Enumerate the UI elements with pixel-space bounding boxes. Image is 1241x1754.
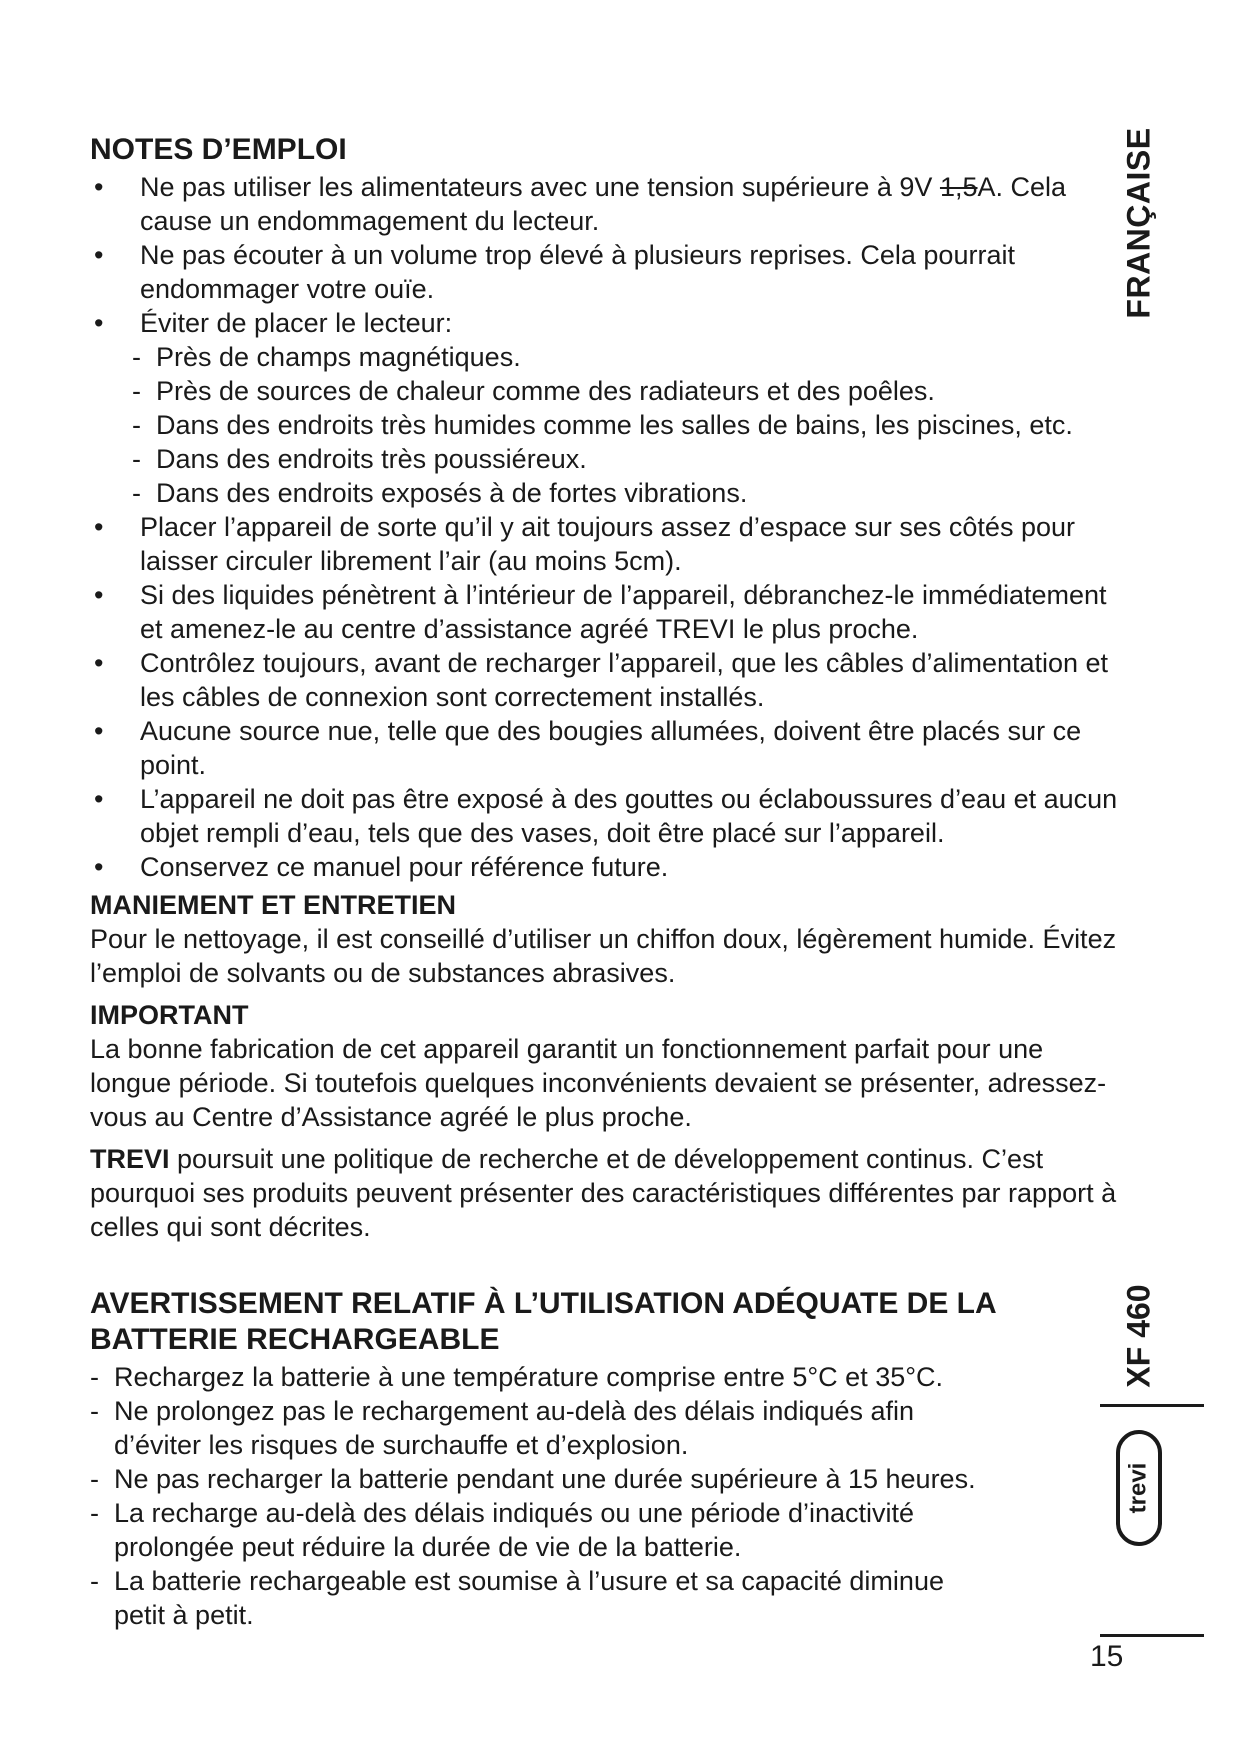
bullet-icon: • — [94, 308, 104, 338]
bullet-icon: • — [94, 172, 104, 202]
bullet-icon: • — [94, 240, 104, 270]
struck-value: 1,5 — [939, 172, 978, 202]
list-item — [90, 578, 1120, 646]
note-text: Contrôlez toujours, avant de recharger l’appareil, que les câbles d’alimentation et les câbles de connexion sont correctement installés. — [140, 648, 1109, 712]
policy-body: poursuit une politique de recherche et de développement continus. C’est pourquoi ses produits peuvent présenter des caractéristiques différentes par rapport à celles qui sont décrites. — [90, 1144, 1117, 1242]
notes-title: NOTES D’EMPLOI — [90, 133, 347, 166]
placement-text: Dans des endroits très poussiéreux. — [156, 444, 587, 474]
bullet-icon: • — [94, 512, 104, 542]
model-tab — [1116, 1286, 1162, 1386]
battery-text: Rechargez la batterie à une température comprise entre 5°C et 35°C. — [114, 1362, 944, 1392]
list-item — [90, 306, 1120, 340]
important-title: IMPORTANT — [90, 1000, 249, 1030]
logo-text: trevi — [1124, 1462, 1152, 1514]
important-text: La bonne fabrication de cet appareil garantit un fonctionnement parfait pour une longue période. Si toutefois quelques inconvénients devaient se présenter, adressez-vous au Centre d’Assistance agréé le plus proche. — [90, 1034, 1107, 1132]
page-number: 15 — [1090, 1640, 1124, 1673]
list-item — [90, 646, 1120, 714]
placement-list — [90, 340, 1120, 510]
language-label: FRANÇAISE — [1120, 127, 1157, 319]
list-item — [90, 238, 1120, 306]
notes-list — [90, 170, 1120, 340]
placement-text: Dans des endroits très humides comme les salles de bains, les piscines, etc. — [156, 410, 1073, 440]
list-item — [90, 714, 1120, 782]
maintenance-text: Pour le nettoyage, il est conseillé d’utiliser un chiffon doux, légèrement humide. Évitez l’emploi de solvants ou de substances abrasives. — [90, 924, 1117, 988]
note-text: Éviter de placer le lecteur: — [140, 308, 453, 338]
battery-title: AVERTISSEMENT RELATIF À L’UTILISATION ADÉQUATE DE LA BATTERIE RECHARGEABLE — [90, 1287, 996, 1356]
document-body — [90, 132, 1120, 1632]
note-text: Si des liquides pénètrent à l’intérieur de l’appareil, débranchez-le immédiatement et amenez-le au centre d’assistance agréé TREVI le plus proche. — [140, 580, 1107, 644]
list-item: - Dans des endroits très humides comme les salles de bains, les piscines, etc. — [132, 410, 1073, 440]
list-item: - Ne pas recharger la batterie pendant une durée supérieure à 15 heures. — [90, 1464, 976, 1494]
list-item: - Dans des endroits très poussiéreux. — [132, 444, 587, 474]
note-text: Ne pas écouter à un volume trop élevé à plusieurs reprises. Cela pourrait endommager votre ouïe. — [140, 240, 1015, 304]
list-item: - La batterie rechargeable est soumise à l’usure et sa capacité diminue petit à petit. — [90, 1566, 944, 1630]
note-text: A. Cela cause un endommagement du lecteur. — [140, 172, 1067, 236]
list-item — [90, 782, 1120, 850]
battery-text: Ne pas recharger la batterie pendant une durée supérieure à 15 heures. — [114, 1464, 976, 1494]
list-item — [90, 170, 1120, 238]
bullet-icon: • — [94, 716, 104, 746]
language-tab — [1116, 127, 1162, 319]
bullet-icon: • — [94, 784, 104, 814]
bullet-icon: • — [94, 648, 104, 678]
placement-text: Près de champs magnétiques. — [156, 342, 521, 372]
placement-text: Près de sources de chaleur comme des radiateurs et des poêles. — [156, 376, 935, 406]
model-label: XF 460 — [1120, 1284, 1157, 1388]
note-text: Conservez ce manuel pour référence future. — [140, 852, 669, 882]
policy-text — [90, 1142, 1120, 1244]
placement-text: Dans des endroits exposés à de fortes vibrations. — [156, 478, 748, 508]
bullet-icon: • — [94, 852, 104, 882]
list-item — [90, 510, 1120, 578]
battery-text: La recharge au-delà des délais indiqués ou une période d’inactivité prolongée peut réduire la durée de vie de la batterie. — [114, 1498, 915, 1562]
battery-list — [90, 1360, 990, 1632]
battery-text: Ne prolongez pas le rechargement au-delà des délais indiqués afin d’éviter les risques de surchauffe et d’explosion. — [114, 1396, 915, 1460]
list-item: - Dans des endroits exposés à de fortes vibrations. — [132, 478, 748, 508]
page-number-rule — [1100, 1634, 1204, 1637]
list-item: - Près de sources de chaleur comme des radiateurs et des poêles. — [132, 376, 935, 406]
bullet-icon: • — [94, 580, 104, 610]
list-item: - Ne prolongez pas le rechargement au-delà des délais indiqués afin d’éviter les risques de surchauffe et d’explosion. — [90, 1396, 915, 1460]
list-item — [90, 850, 1120, 884]
trevi-logo — [1114, 1428, 1164, 1548]
list-item: - La recharge au-delà des délais indiqués ou une période d’inactivité prolongée peut réduire la durée de vie de la batterie. — [90, 1498, 915, 1562]
brand-name: TREVI — [90, 1144, 170, 1174]
note-text: Ne pas utiliser les alimentateurs avec une tension supérieure à 9V — [140, 172, 940, 202]
battery-text: La batterie rechargeable est soumise à l’usure et sa capacité diminue petit à petit. — [114, 1566, 944, 1630]
note-text: L’appareil ne doit pas être exposé à des gouttes ou éclaboussures d’eau et aucun objet rempli d’eau, tels que des vases, doit être placé sur l’appareil. — [140, 784, 1118, 848]
note-text: Placer l’appareil de sorte qu’il y ait toujours assez d’espace sur ses côtés pour laisser circuler librement l’air (au moins 5cm). — [140, 512, 1075, 576]
list-item: - Près de champs magnétiques. — [132, 342, 521, 372]
maintenance-title: MANIEMENT ET ENTRETIEN — [90, 890, 457, 920]
notes-list-continued — [90, 510, 1120, 884]
list-item: - Rechargez la batterie à une température comprise entre 5°C et 35°C. — [90, 1362, 944, 1392]
note-text: Aucune source nue, telle que des bougies allumées, doivent être placés sur ce point. — [140, 716, 1082, 780]
